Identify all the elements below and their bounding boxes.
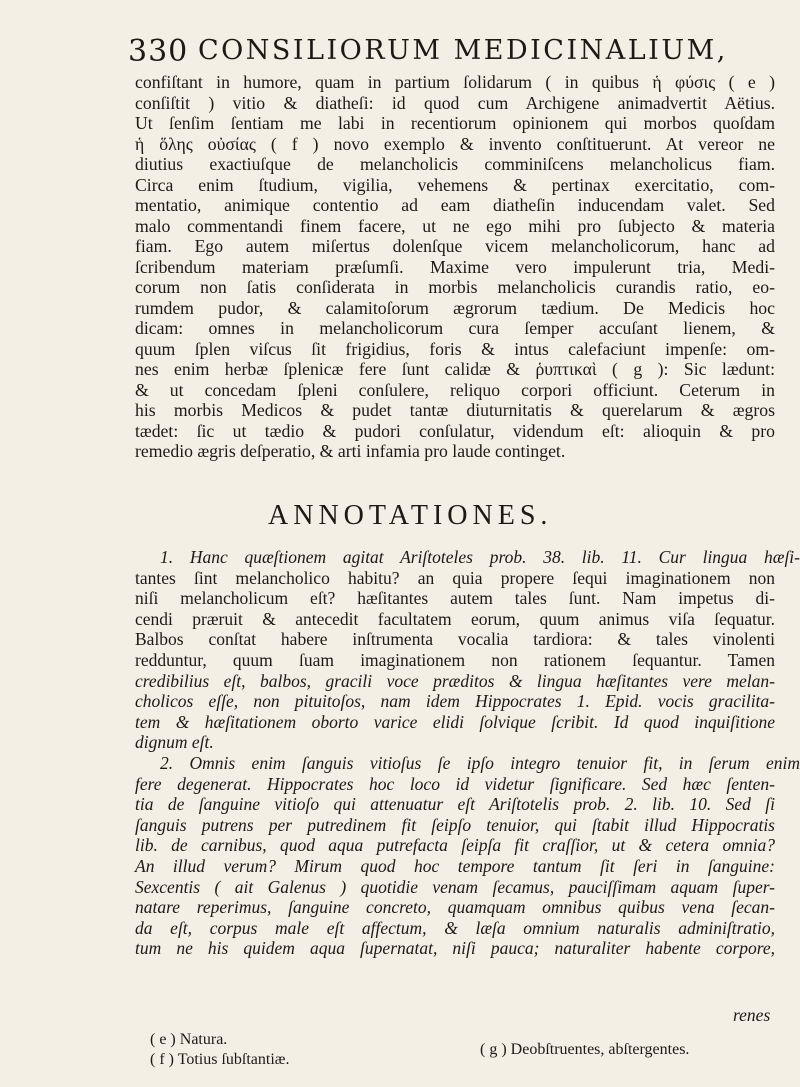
text-line: confiſtant in humore, quam in partium ſolidarum ( in quibus ἡ φύσις ( e ) <box>135 72 775 92</box>
text-line: malo commentandi finem facere, ut ne ego mihi pro ſubjecto & materia <box>135 215 775 236</box>
note-line: lib. de carnibus, quod aqua putrefacta ſeipſa fit craſſior, ut & cetera omnia? <box>135 835 775 856</box>
note-line: 1. Hanc quæſtionem agitat Ariſtoteles prob. 38. lib. 11. Cur lingua hæſi- <box>160 547 800 567</box>
note-line: Balbos conſtat habere inſtrumenta vocalia tardiora: & tales vinolenti <box>135 629 775 650</box>
text-line: Ut ſenſim ſentiam me labi in recentiorum opinionem qui morbos quoſdam <box>135 113 775 133</box>
footnote-g: ( g ) Deobſtruentes, abſtergentes. <box>480 1041 690 1058</box>
note-line: 2. Omnis enim ſanguis vitioſus ſe ipſo integro tenuior fit, in ſerum enim <box>160 752 800 773</box>
text-line: his morbis Medicos & pudet tantæ diuturnitatis & querelarum & ægros <box>135 400 775 420</box>
text-line: fiam. Ego autem miſertus dolenſque vicem melancholicorum, hanc ad <box>135 236 775 256</box>
running-head: CONSILIORUM MEDICINALIUM, <box>198 35 728 66</box>
footnote-f: ( f ) Totius ſubſtantiæ. <box>150 1051 290 1068</box>
text-line: nes enim herbæ ſplenicæ fere ſunt calidæ & ῥυπτικαὶ ( g ): Sic lædunt: <box>135 359 775 379</box>
note-line: niſi melancholicum eſt? hæſitantes autem tales ſunt. Nam impetus di- <box>135 588 775 609</box>
text-line: ἡ ὅλης οὐσίας ( f ) novo exemplo & invento conſtituerunt. At vereor ne <box>135 133 775 154</box>
note-line: natare reperimus, ſanguine concreto, quamquam omnibus quibus vena ſecan- <box>135 897 775 918</box>
catchword: renes <box>733 1005 771 1025</box>
note-line: tum ne his quidem aqua ſupernatat, niſi pauca; naturaliter habente corpore, <box>135 938 775 959</box>
note-line: dignum eſt. <box>135 732 214 753</box>
note-line: ſanguis putrens per putredinem fit ſeipſo tenuior, qui ſtabit illud Hippocratis <box>135 814 775 835</box>
text-line: Circa enim ſtudium, vigilia, vehemens & pertinax exercitatio, com- <box>135 174 775 195</box>
note-line: cholicos eſſe, non pituitoſos, nam idem Hippocrates 1. Epid. vocis gracilita- <box>135 691 775 712</box>
text-line: corum non ſatis conſiderata in morbis melancholicis curandis ratio, eo- <box>135 277 775 297</box>
text-line: mentatio, animique contentio ad eam diatheſin inducendam valet. Sed <box>135 195 775 215</box>
note-line: Sexcentis ( ait Galenus ) quotidie venam ſecamus, pauciſſimam aquam ſuper- <box>135 876 775 897</box>
note-line: cendi præruit & antecedit facultatem eorum, quum animus viſa ſequatur. <box>135 608 775 629</box>
note-line: redduntur, quum ſuam imaginationem non rationem ſequantur. Tamen <box>135 649 775 670</box>
text-line: conſiſtit ) vitio & diatheſi: id quod cum Archigene animadvertit Aëtius. <box>135 92 775 113</box>
text-line-last: remedio ægris deſperatio, & arti infamia pro laude continget. <box>135 441 566 461</box>
text-line: rumdem pudor, & calamitoſorum ægrorum tædium. De Medicis hoc <box>135 297 775 318</box>
text-line: tædet: ſic ut tædio & pudori conſulatur, videndum eſt: alioquin & pro <box>135 420 775 441</box>
page-number: 330 <box>128 34 189 69</box>
note-line: tem & hæſitationem oborto varice elidi ſolvique ſcribit. Id quod inquiſitione <box>135 711 775 732</box>
note-line: credibilius eſt, balbos, gracili voce præditos & lingua hæſitantes vere melan- <box>135 670 775 691</box>
note-line: tia de ſanguine vitioſo qui attenuatur eſt Ariſtotelis prob. 2. lib. 10. Sed ſi <box>135 794 775 815</box>
footnote-group-left <box>150 1030 289 1070</box>
text-line: ſcribendum materiam præſumſi. Maxime vero impulerunt tria, Medi- <box>135 256 775 277</box>
annotations-text <box>135 547 800 959</box>
text-line: quum ſplen viſcus ſit frigidius, foris & intus calefaciunt impenſe: om- <box>135 338 775 359</box>
text-line: dicam: omnes in melancholicorum cura ſemper accuſant lienem, & <box>135 318 775 338</box>
note-line: An illud verum? Mirum quod hoc tempore tantum ſit ſeri in ſanguine: <box>135 855 775 876</box>
note-line: tantes ſint melancholico habitu? an quia propere ſequi imaginationem non <box>135 567 775 588</box>
text-line: diutius exactiuſque de melancholicis comminiſcens melancholicus fiam. <box>135 154 775 174</box>
text-line: & ut concedam ſpleni conſulere, reliquo corpori officiunt. Ceterum in <box>135 379 775 400</box>
footnote-e: ( e ) Natura. <box>150 1031 228 1048</box>
annotations-heading: ANNOTATIONES. <box>268 500 553 531</box>
note-line: da eſt, corpus male eſt affectum, & læſa omnium naturalis adminiſtratio, <box>135 917 775 938</box>
note-line: fere degenerat. Hippocrates hoc loco id videtur ſignificare. Sed hæc ſenten- <box>135 773 775 794</box>
page-header <box>128 34 768 74</box>
main-text <box>135 72 775 462</box>
